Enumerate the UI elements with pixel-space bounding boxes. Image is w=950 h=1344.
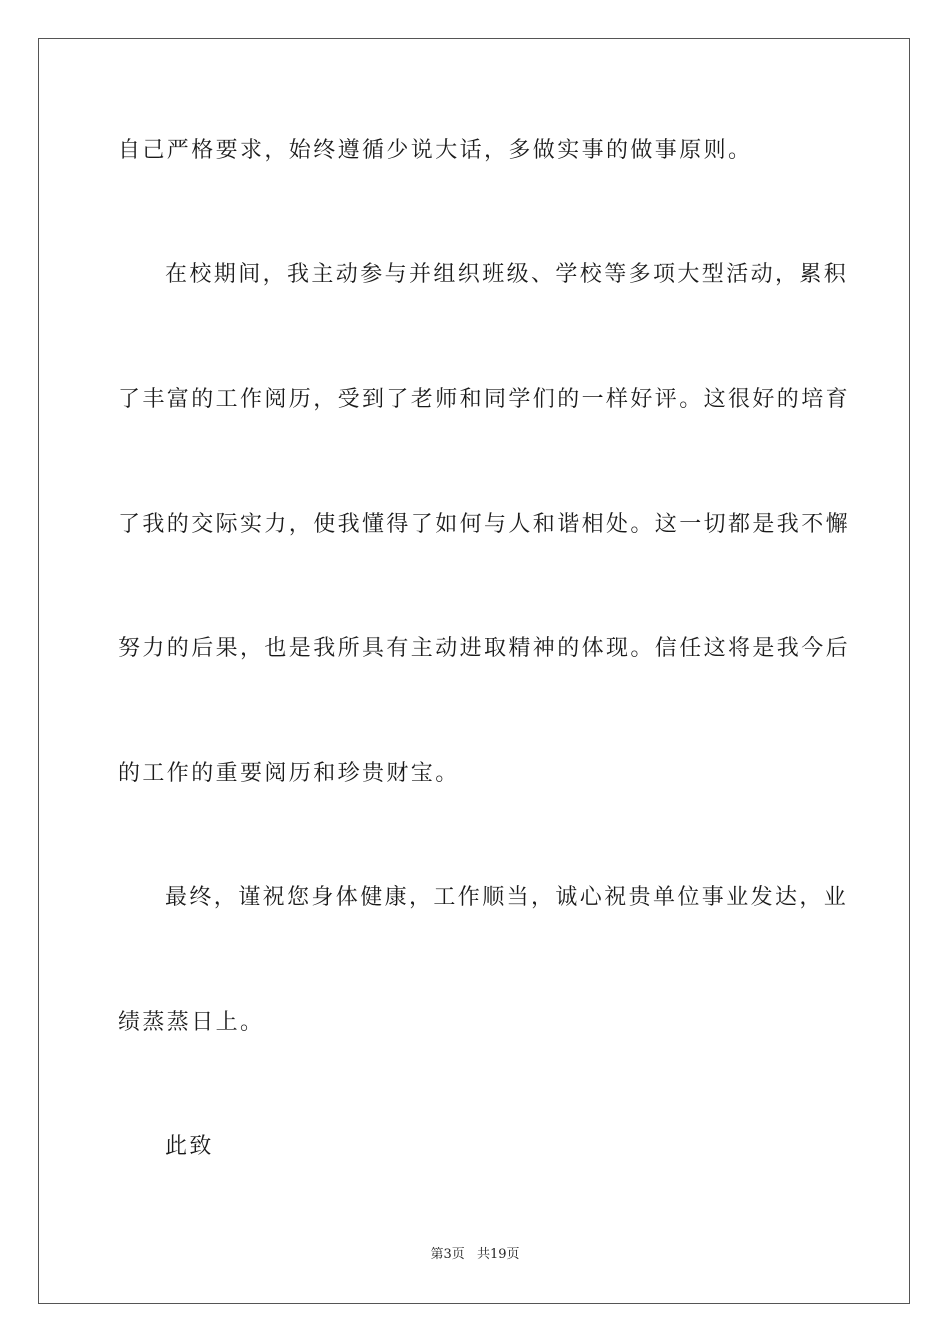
body-text-line: 在校期间，我主动参与并组织班级、学校等多项大型活动，累积 bbox=[165, 262, 849, 287]
body-text-line: 了我的交际实力，使我懂得了如何与人和谐相处。这一切都是我不懈 bbox=[118, 512, 851, 537]
body-text-line: 了丰富的工作阅历，受到了老师和同学们的一样好评。这很好的培育 bbox=[118, 387, 851, 412]
body-text-line: 最终，谨祝您身体健康，工作顺当，诚心祝贵单位事业发达，业 bbox=[165, 885, 849, 910]
body-text-line: 努力的后果，也是我所具有主动进取精神的体现。信任这将是我今后 bbox=[118, 636, 851, 661]
page-number: 第3页 bbox=[430, 1247, 465, 1262]
closing-salutation: 此致 bbox=[165, 1134, 214, 1159]
body-text-line: 的工作的重要阅历和珍贵财宝。 bbox=[118, 761, 460, 786]
page-total: 共19页 bbox=[476, 1247, 520, 1262]
body-text-line: 绩蒸蒸日上。 bbox=[118, 1010, 265, 1035]
body-text-line: 自己严格要求，始终遵循少说大话，多做实事的做事原则。 bbox=[118, 138, 753, 163]
page-footer bbox=[0, 1246, 950, 1264]
page-border bbox=[38, 38, 910, 1304]
